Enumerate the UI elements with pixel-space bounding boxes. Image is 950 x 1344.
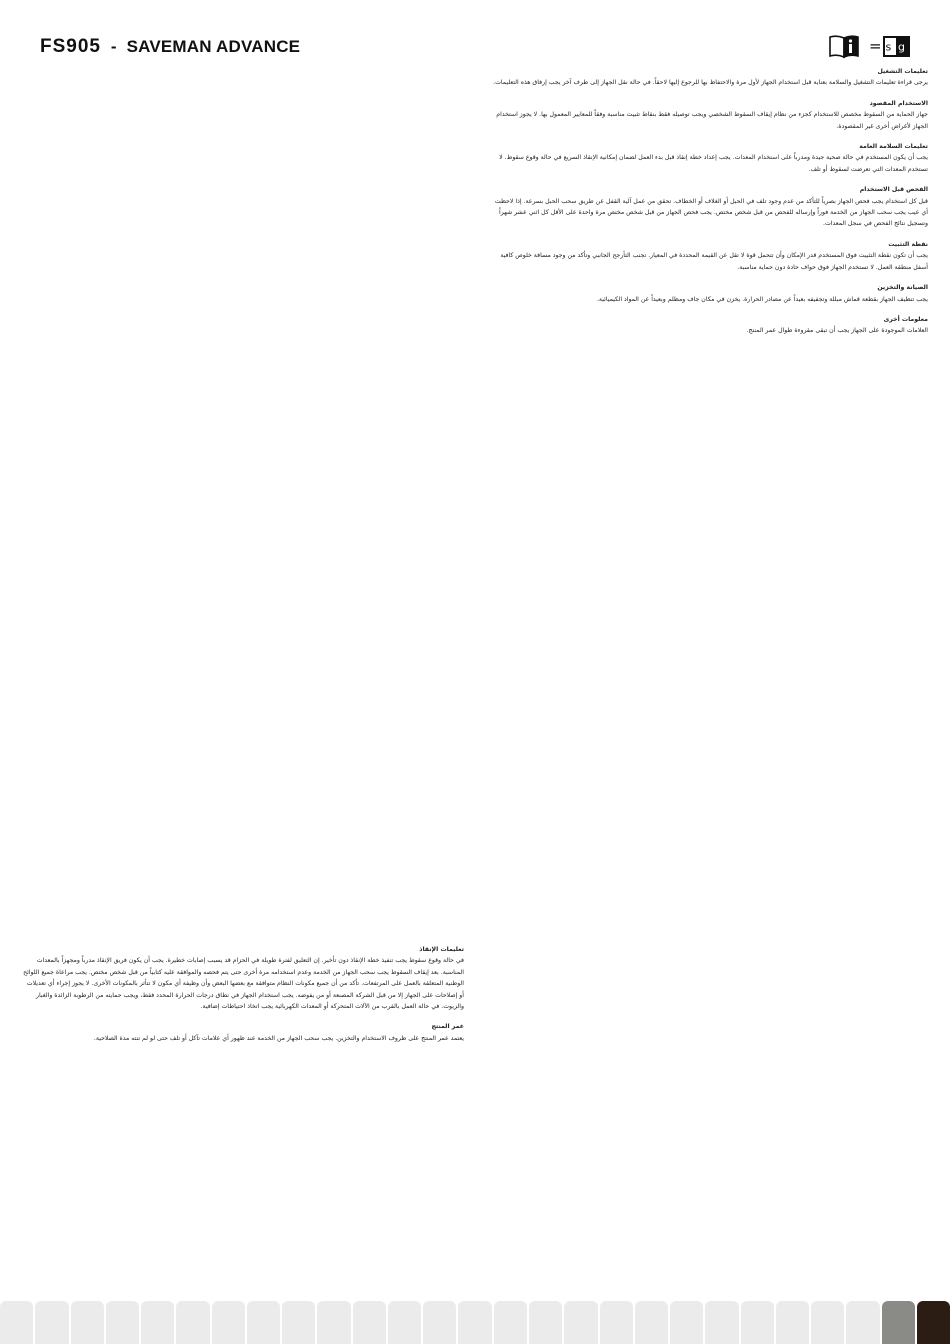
language-tab[interactable]: [35, 1301, 68, 1344]
language-tab[interactable]: [353, 1301, 386, 1344]
language-tab[interactable]: [141, 1301, 174, 1344]
section-heading: الفحص قبل الاستخدام: [859, 186, 928, 194]
model-number: FS905: [40, 36, 101, 57]
language-tab[interactable]: [317, 1301, 350, 1344]
manual-equals-sign: =: [869, 37, 882, 55]
section-heading: نقطة التثبيت: [888, 240, 928, 248]
language-tab[interactable]: [635, 1301, 668, 1344]
language-code-s: s: [885, 40, 892, 54]
language-tab[interactable]: [176, 1301, 209, 1344]
section-heading: تعليمات الإنقاذ: [419, 946, 464, 953]
language-tab[interactable]: [741, 1301, 774, 1344]
section-heading: الاستخدام المقصود: [869, 99, 928, 107]
language-tab-strip: [0, 1301, 950, 1344]
product-name: SAVEMAN ADVANCE: [126, 37, 301, 56]
section-paragraph: يجب أن يكون المستخدم في حالة صحية جيدة ومدرباً على استخدام المعدات. يجب إعداد خطة إنقاذ قبل بدء العمل لضمان إمكانية الإنقاذ السريع في حالة وقوع سقوط. لا تستخدم المعدات التي تعرضت لسقوط أو تلف.: [499, 154, 928, 173]
section-paragraph: يعتمد عمر المنتج على ظروف الاستخدام والتخزين. يجب سحب الجهاز من الخدمة عند ظهور أي علامات تآكل أو تلف حتى لو لم تنته مدة الصلاحية.: [93, 1034, 464, 1042]
language-tab[interactable]: [494, 1301, 527, 1344]
language-tab[interactable]: [423, 1301, 456, 1344]
language-code-g: g: [898, 40, 905, 54]
language-tab[interactable]: [106, 1301, 139, 1344]
section-heading: تعليمات السلامة العامة: [859, 143, 928, 151]
language-tab-previous[interactable]: [882, 1301, 915, 1344]
language-tab[interactable]: [282, 1301, 315, 1344]
section-paragraph: جهاز الحماية من السقوط مخصص للاستخدام كجزء من نظام إيقاف السقوط الشخصي ويجب توصيله فقط بنقاط تثبيت مناسبة وفقاً للمعايير المعمول بها. لا يجوز استخدام الجهاز لأغراض أخرى غير المقصودة.: [496, 111, 928, 130]
section-heading: عمر المنتج: [431, 1023, 464, 1031]
language-tab[interactable]: [71, 1301, 104, 1344]
section-heading: تعليمات التشغيل: [877, 68, 928, 75]
arabic-instructions-column-right: [488, 66, 928, 346]
section-heading: الصيانة والتخزين: [877, 284, 928, 292]
open-book-icon: [830, 36, 858, 57]
language-tab-active[interactable]: [917, 1301, 950, 1344]
language-tab[interactable]: [600, 1301, 633, 1344]
language-tab[interactable]: [705, 1301, 738, 1344]
title-separator: -: [110, 37, 117, 56]
language-tab[interactable]: [458, 1301, 491, 1344]
language-tab[interactable]: [247, 1301, 280, 1344]
language-tab[interactable]: [670, 1301, 703, 1344]
language-tab[interactable]: [846, 1301, 879, 1344]
section-paragraph: العلامات الموجودة على الجهاز يجب أن تبقى مقروءة طوال عمر المنتج.: [746, 327, 928, 335]
document-title: [40, 36, 300, 58]
section-heading: معلومات أخرى: [883, 315, 928, 323]
read-manual-icon: [828, 33, 912, 59]
language-tab[interactable]: [564, 1301, 597, 1344]
section-paragraph: يجب تنظيف الجهاز بقطعة قماش مبللة وتجفيفه بعيداً عن مصادر الحرارة. يخزن في مكان جاف ومظلم وبعيداً عن المواد الكيميائية.: [596, 295, 928, 303]
language-tab[interactable]: [388, 1301, 421, 1344]
section-paragraph: قبل كل استخدام يجب فحص الجهاز بصرياً للتأكد من عدم وجود تلف في الحبل أو الغلاف أو الخطاف. تحقق من عمل آلية القفل عن طريق سحب الحبل بسرعة. إذا لاحظت أي عيب يجب سحب الجهاز من الخدمة فوراً وإرساله للفحص من قبل شخص مختص. يجب فحص الجهاز من قبل شخص مختص مرة واحدة على الأقل كل اثني عشر شهراً وتسجيل نتائج الفحص في سجل المعدات.: [494, 197, 928, 228]
language-tab[interactable]: [529, 1301, 562, 1344]
section-paragraph: يجب أن تكون نقطة التثبيت فوق المستخدم قدر الإمكان وأن تتحمل قوة لا تقل عن القيمة المحددة في المعيار. تجنب التأرجح الجانبي وتأكد من وجود مسافة خلوص كافية أسفل منطقة العمل. لا تستخدم الجهاز فوق حواف حادة دون حماية مناسبة.: [500, 252, 928, 271]
arabic-instructions-column-left: [22, 944, 464, 1053]
section-paragraph: في حالة وقوع سقوط يجب تنفيذ خطة الإنقاذ دون تأخير. إن التعليق لفترة طويلة في الحزام قد يسبب إصابات خطيرة. يجب أن يكون فريق الإنقاذ مدرباً ومجهزاً بالمعدات المناسبة. بعد إيقاف السقوط يجب سحب الجهاز من الخدمة وعدم استخدامه مرة أخرى حتى يتم فحصه والموافقة عليه كتابياً من قبل شخص مختص. يجب مراعاة جميع اللوائح الوطنية المتعلقة بالعمل على المرتفعات. تأكد من أن جميع مكونات النظام متوافقة مع بعضها البعض وأن وظيفة أي مكون لا تتأثر بالمكونات الأخرى. لا يجوز إجراء أي تعديلات أو إصلاحات على الجهاز إلا من قبل الشركة المصنعة أو من يفوضه. يجب استخدام الجهاز في نطاق درجات الحرارة المحدد فقط، ويجب حمايته من الرطوبة الزائدة والغبار والزيوت. في حالة العمل بالقرب من الآلات المتحركة أو المعدات الكهربائية يجب اتخاذ احتياطات إضافية.: [23, 957, 464, 1011]
language-tab[interactable]: [212, 1301, 245, 1344]
language-book-icon: [883, 36, 910, 57]
language-tab[interactable]: [776, 1301, 809, 1344]
section-paragraph: يرجى قراءة تعليمات التشغيل والسلامة بعناية قبل استخدام الجهاز لأول مرة والاحتفاظ بها للرجوع إليها لاحقاً. في حالة نقل الجهاز إلى طرف آخر يجب إرفاق هذه التعليمات.: [493, 79, 928, 87]
language-tab[interactable]: [0, 1301, 33, 1344]
language-tab[interactable]: [811, 1301, 844, 1344]
